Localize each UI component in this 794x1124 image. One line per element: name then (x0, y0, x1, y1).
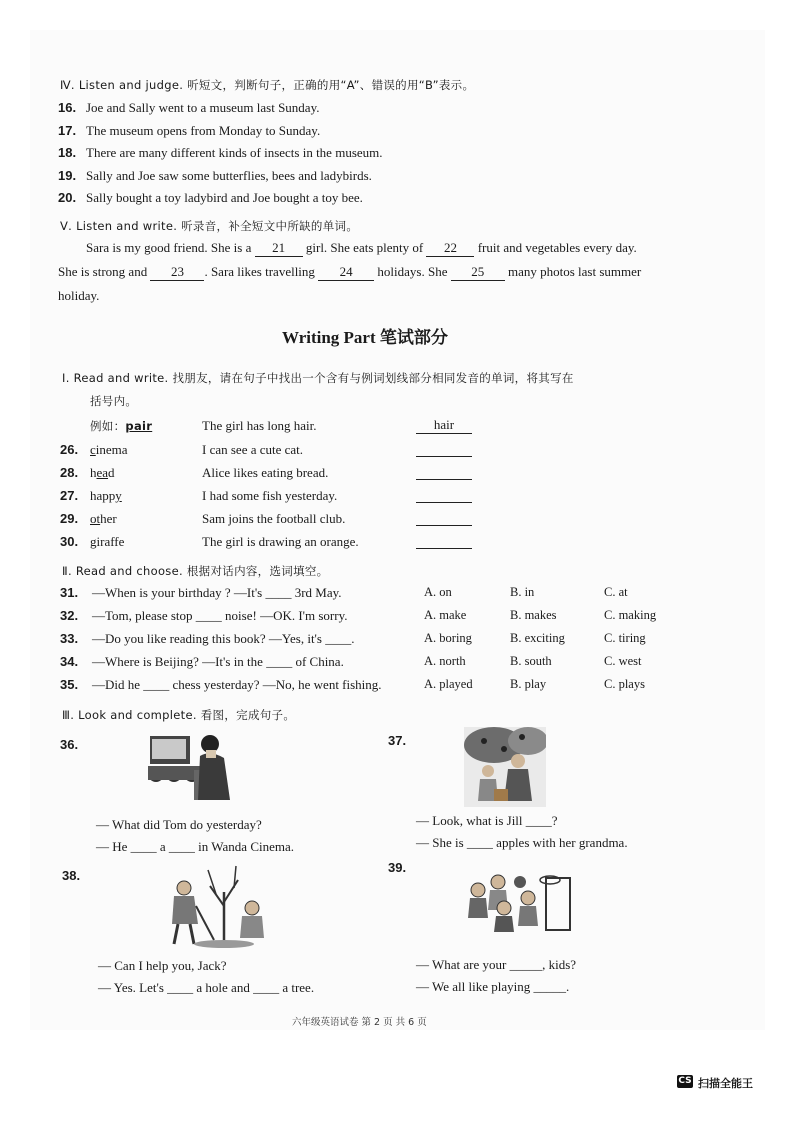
q38-line-1: — Can I help you, Jack? (98, 958, 227, 973)
answer-blank (416, 511, 472, 526)
passage-text: holiday. (58, 288, 100, 303)
passage-text: fruit and vegetables every day. (477, 240, 637, 255)
sentence: Alice likes eating bread. (202, 465, 329, 480)
section-i-heading-cont: 括号内。 (90, 394, 138, 408)
planting-tree-picture (154, 862, 272, 948)
underlined-letters: ea (96, 465, 109, 480)
q38-line-2: — Yes. Let's ____ a hole and ____ a tree. (98, 980, 315, 995)
cinema-camera-picture (148, 730, 238, 808)
word-part: her (100, 511, 117, 526)
sentence: Sam joins the football club. (202, 511, 346, 526)
question-number: 36. (60, 737, 79, 752)
question-number: 28. (60, 465, 79, 480)
question-number: 38. (62, 868, 81, 883)
question-number: 34. (60, 654, 79, 669)
section-5-line-1 (86, 240, 637, 257)
question-number: 35. (60, 677, 79, 692)
blank-22: 22 (426, 240, 474, 257)
option-a: A. north (424, 654, 466, 668)
page-footer: 六年级英语试卷 第 2 页 共 6 页 (292, 1017, 427, 1028)
option-b: B. exciting (510, 631, 565, 645)
passage-text: Sara is my good friend. She is a (86, 240, 252, 255)
q36-line-2: — He ____ a ____ in Wanda Cinema. (96, 839, 295, 854)
example-answer: hair (416, 417, 472, 434)
option-b: B. south (510, 654, 552, 668)
section-5-heading: Ⅴ. Listen and write. 听录音，补全短文中所缺的单词。 (60, 219, 359, 233)
key-word (90, 488, 122, 504)
option-c: C. at (604, 585, 628, 599)
blank-23: 23 (150, 264, 204, 281)
word-part: iraffe (96, 534, 125, 549)
question-number: 39. (388, 860, 407, 875)
example-row (90, 418, 152, 434)
answer-blank (416, 534, 472, 549)
q36-line-1: — What did Tom do yesterday? (96, 817, 262, 832)
sentence: The girl is drawing an orange. (202, 534, 359, 549)
dialogue-question: —Tom, please stop ____ noise! —OK. I'm sorry. (92, 608, 348, 623)
judge-statement: There are many different kinds of insects in the museum. (86, 145, 383, 160)
question-number: 37. (388, 733, 407, 748)
dialogue-question: —Do you like reading this book? —Yes, it's ____. (92, 631, 355, 646)
question-number: 16. (58, 100, 77, 115)
key-word (90, 511, 117, 527)
question-number: 27. (60, 488, 79, 503)
answer-blank (416, 442, 472, 457)
scanner-label: 扫描全能王 (698, 1077, 753, 1090)
dialogue-question: —Did he ____ chess yesterday? —No, he went fishing. (92, 677, 382, 692)
judge-statement: Sally bought a toy ladybird and Joe bought a toy bee. (86, 190, 363, 205)
underlined-letters: y (115, 488, 122, 503)
section-iii-heading: Ⅲ. Look and complete. 看图，完成句子。 (62, 708, 296, 722)
q37-line-1: — Look, what is Jill ____? (416, 813, 558, 828)
passage-text: holidays. She (377, 264, 448, 279)
dialogue-question: —Where is Beijing? —It's in the ____ of China. (92, 654, 344, 669)
question-number: 29. (60, 511, 79, 526)
option-a: A. make (424, 608, 467, 622)
blank-24: 24 (318, 264, 374, 281)
word-part: inema (95, 442, 128, 457)
question-number: 19. (58, 167, 77, 183)
judge-statement: The museum opens from Monday to Sunday. (86, 122, 321, 138)
passage-text: She is strong and (58, 264, 148, 279)
key-word (90, 442, 128, 458)
question-number: 17. (58, 122, 77, 138)
option-c: C. west (604, 654, 642, 668)
section-5-line-2 (58, 264, 641, 281)
question-number: 33. (60, 631, 79, 646)
blank-25: 25 (451, 264, 505, 281)
blank-21: 21 (255, 240, 303, 257)
option-b: B. play (510, 677, 547, 691)
judge-statement: Sally and Joe saw some butterflies, bees and ladybirds. (86, 167, 372, 183)
scanner-logo: CS (678, 1076, 692, 1086)
option-c: C. tiring (604, 631, 646, 645)
key-word (90, 465, 115, 481)
option-b: B. in (510, 585, 535, 599)
key-word (90, 534, 124, 550)
q39-line-1: — What are your _____, kids? (416, 957, 577, 972)
writing-part-title: Writing Part 笔试部分 (282, 328, 448, 347)
option-a: A. played (424, 677, 473, 691)
question-number: 31. (60, 585, 79, 600)
option-c: C. making (604, 608, 657, 622)
option-b: B. makes (510, 608, 557, 622)
question-number: 20. (58, 190, 77, 205)
dialogue-question: —When is your birthday ? —It's ____ 3rd May. (92, 585, 342, 600)
question-number: 32. (60, 608, 79, 623)
answer-blank (416, 488, 472, 503)
question-number: 26. (60, 442, 79, 457)
question-number: 18. (58, 145, 77, 160)
passage-text: . Sara likes travelling (204, 264, 315, 279)
option-c: C. plays (604, 677, 645, 691)
word-part: d (108, 465, 115, 480)
example-sentence: The girl has long hair. (202, 418, 317, 433)
picking-apples-picture (464, 727, 546, 807)
option-a: A. on (424, 585, 452, 599)
section-ii-heading: Ⅱ. Read and choose. 根据对话内容，选词填空。 (62, 564, 329, 578)
word-part: h (90, 465, 97, 480)
question-number: 30. (60, 534, 79, 549)
sentence: I had some fish yesterday. (202, 488, 338, 503)
option-a: A. boring (424, 631, 472, 645)
example-label: 例如： (90, 419, 126, 433)
passage-text: many photos last summer (507, 264, 642, 279)
section-4-heading: Ⅳ. Listen and judge. 听短文，判断句子，正确的用“A”、错误的用“B”表示。 (60, 78, 475, 92)
section-i-heading: Ⅰ. Read and write. 找朋友，请在句子中找出一个含有与例词划线部分相同发音的单词，将其写在 (62, 371, 574, 385)
answer-blank (416, 465, 472, 480)
word-part: happ (90, 488, 116, 503)
sentence: I can see a cute cat. (202, 442, 304, 457)
judge-statement: Joe and Sally went to a museum last Sunday. (86, 100, 320, 115)
example-word: pair (125, 419, 153, 433)
passage-text: girl. She eats plenty of (305, 240, 424, 255)
q39-line-2: — We all like playing _____. (416, 979, 570, 994)
underlined-letters: c (90, 442, 96, 457)
underlined-letters: ot (90, 511, 101, 526)
q37-line-2: — She is ____ apples with her grandma. (416, 835, 628, 850)
kids-basketball-picture (464, 860, 576, 934)
underlined-letters: g (90, 534, 97, 549)
